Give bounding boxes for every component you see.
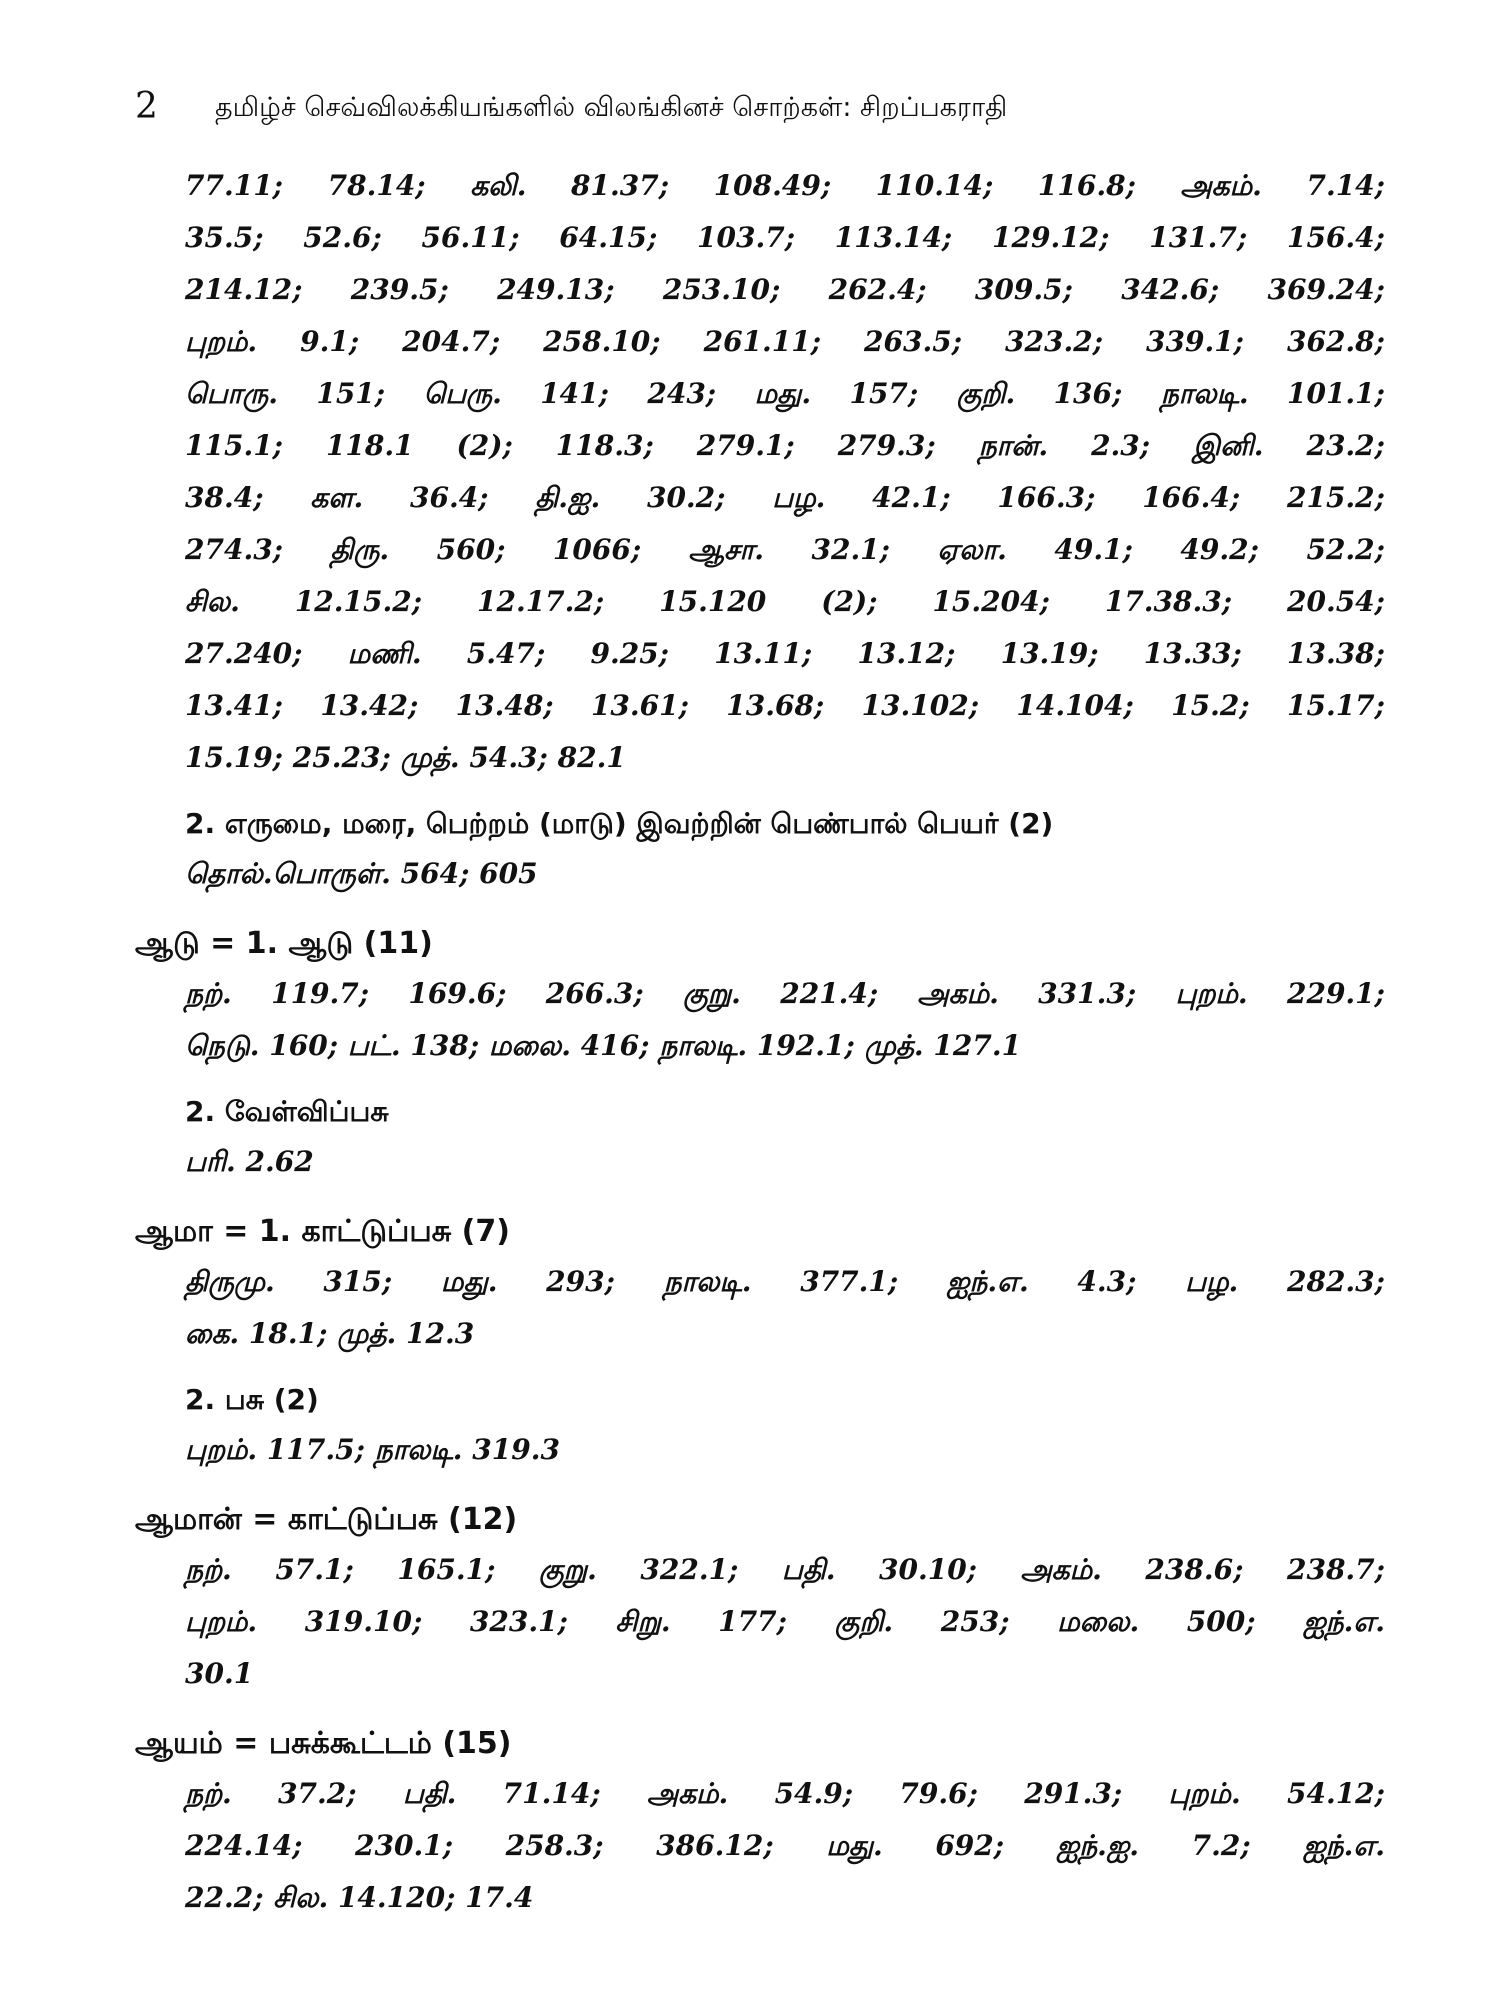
reference-line: நெடு. 160; பட். 138; மலை. 416; நாலடி. 192.1; முத். 127.1: [185, 1029, 1022, 1062]
headword-entry: ஆமான் = காட்டுப்பசு (12): [135, 1502, 518, 1537]
page-number: 2: [135, 86, 158, 127]
reference-list: [185, 1136, 1385, 1188]
reference-line: 224.14; 230.1; 258.3; 386.12; மது. 692; ஐந்.ஐ. 7.2; ஐந்.எ.: [185, 1829, 1385, 1862]
sense-definition: 2. பசு (2): [185, 1383, 319, 1416]
reference-line: 22.2; சில. 14.120; 17.4: [185, 1881, 534, 1914]
reference-line: 77.11; 78.14; கலி. 81.37; 108.49; 110.14; 116.8; அகம். 7.14;: [185, 169, 1385, 202]
reference-line: 13.41; 13.42; 13.48; 13.61; 13.68; 13.102; 14.104; 15.2; 15.17;: [185, 689, 1385, 722]
reference-line: கை. 18.1; முத். 12.3: [185, 1317, 475, 1350]
sense-definition: 2. எருமை, மரை, பெற்றம் (மாடு) இவற்றின் பெண்பால் பெயர் (2): [185, 807, 1054, 840]
reference-line: தொல்.பொருள். 564; 605: [185, 857, 538, 890]
reference-line: நற். 37.2; பதி. 71.14; அகம். 54.9; 79.6; 291.3; புறம். 54.12;: [185, 1777, 1385, 1810]
reference-line: 38.4; கள. 36.4; தி.ஐ. 30.2; பழ. 42.1; 166.3; 166.4; 215.2;: [185, 481, 1385, 514]
reference-line: 15.19; 25.23; முத். 54.3; 82.1: [185, 741, 626, 774]
reference-line: 274.3; திரு. 560; 1066; ஆசா. 32.1; ஏலா. 49.1; 49.2; 52.2;: [185, 533, 1385, 566]
running-title: தமிழ்ச் செவ்விலக்கியங்களில் விலங்கினச் சொற்கள்: சிறப்பகராதி: [215, 92, 1008, 123]
reference-line: சில. 12.15.2; 12.17.2; 15.120 (2); 15.204; 17.38.3; 20.54;: [185, 585, 1385, 618]
sense-definition: 2. வேள்விப்பசு: [185, 1095, 389, 1128]
reference-line: 214.12; 239.5; 249.13; 253.10; 262.4; 309.5; 342.6; 369.24;: [185, 273, 1385, 306]
reference-list: [185, 1768, 1385, 1924]
reference-line: பொரு. 151; பெரு. 141; 243; மது. 157; குறி. 136; நாலடி. 101.1;: [185, 377, 1385, 410]
reference-line: 30.1: [185, 1657, 254, 1690]
reference-list: [185, 1544, 1385, 1700]
reference-list: [185, 1424, 1385, 1476]
headword-entry: ஆடு = 1. ஆடு (11): [135, 926, 433, 961]
reference-line: நற். 119.7; 169.6; 266.3; குறு. 221.4; அகம். 331.3; புறம். 229.1;: [185, 977, 1385, 1010]
reference-line: புறம். 117.5; நாலடி. 319.3: [185, 1433, 560, 1466]
headword-entry: ஆயம் = பசுக்கூட்டம் (15): [135, 1726, 512, 1761]
reference-line: நற். 57.1; 165.1; குறு. 322.1; பதி. 30.10; அகம். 238.6; 238.7;: [185, 1553, 1385, 1586]
reference-line: 27.240; மணி. 5.47; 9.25; 13.11; 13.12; 13.19; 13.33; 13.38;: [185, 637, 1385, 670]
reference-line: 35.5; 52.6; 56.11; 64.15; 103.7; 113.14; 129.12; 131.7; 156.4;: [185, 221, 1385, 254]
reference-line: பரி. 2.62: [185, 1145, 314, 1178]
reference-line: திருமு. 315; மது. 293; நாலடி. 377.1; ஐந்.எ. 4.3; பழ. 282.3;: [185, 1265, 1385, 1298]
reference-line: புறம். 9.1; 204.7; 258.10; 261.11; 263.5; 323.2; 339.1; 362.8;: [185, 325, 1385, 358]
reference-list: [185, 160, 1385, 784]
reference-line: 115.1; 118.1 (2); 118.3; 279.1; 279.3; நான். 2.3; இனி. 23.2;: [185, 429, 1385, 462]
headword-entry: ஆமா = 1. காட்டுப்பசு (7): [135, 1214, 510, 1249]
reference-list: [185, 848, 1385, 900]
dictionary-body: [135, 160, 1385, 1924]
reference-line: புறம். 319.10; 323.1; சிறு. 177; குறி. 253; மலை. 500; ஐந்.எ.: [185, 1605, 1385, 1638]
reference-list: [185, 1256, 1385, 1360]
reference-list: [185, 968, 1385, 1072]
running-head: [135, 84, 1385, 134]
